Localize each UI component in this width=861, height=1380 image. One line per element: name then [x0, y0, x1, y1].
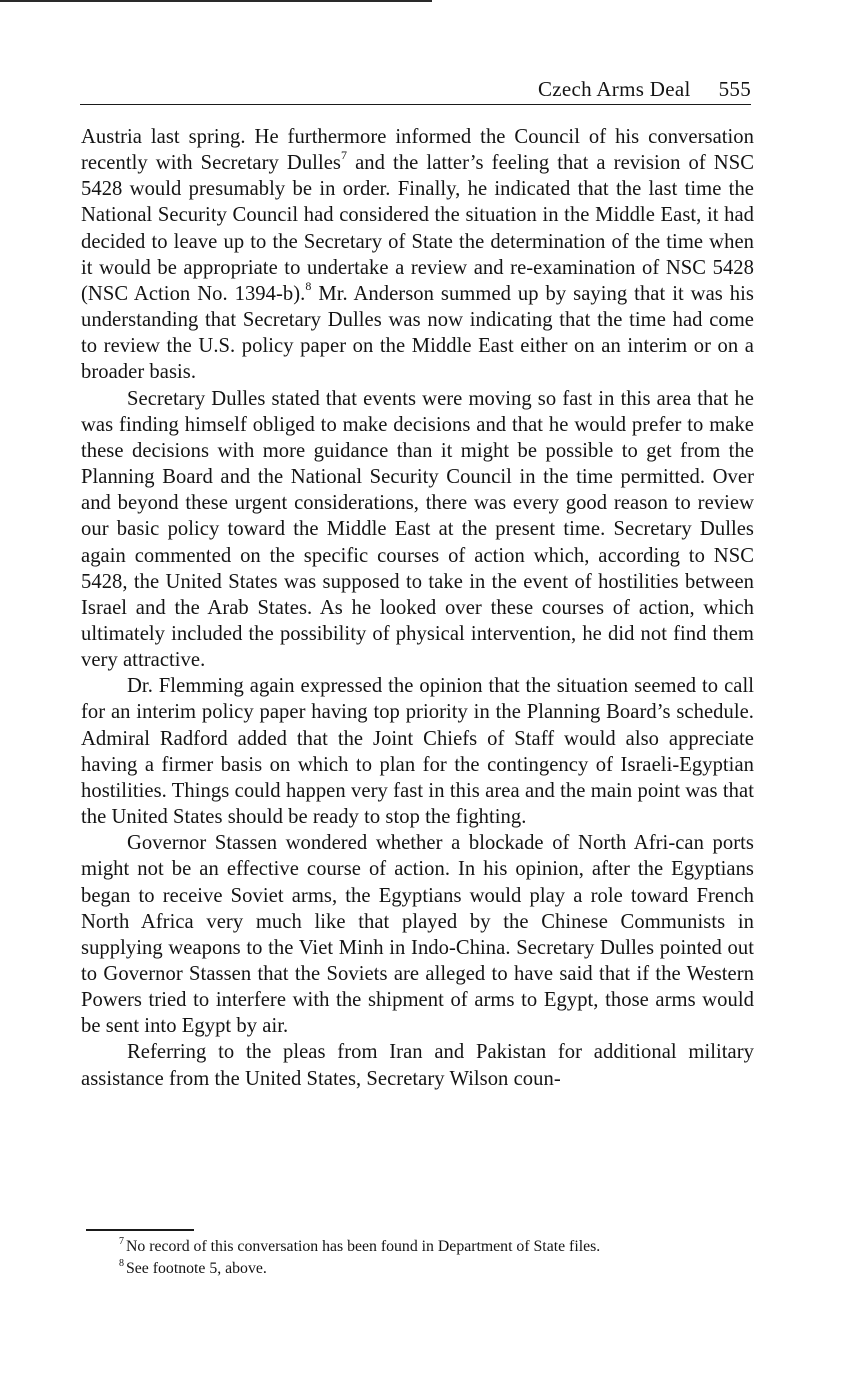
- paragraph-4: Governor Stassen wondered whether a blockade of North Afri-can ports might not be an effective course of action. In his opinion, after the Egyptians began to receive Soviet arms, the Egyptians would play a role toward French North Africa very much like that played by the Chinese Communists in supplying weapons to the Viet Minh in Indo-China. Secretary Dulles pointed out to Governor Stassen that the Soviets are alleged to have said that if the Western Powers tried to interfere with the shipment of arms to Egypt, those arms would be sent into Egypt by air.: [81, 832, 754, 1038]
- paragraph-3: Dr. Flemming again expressed the opinion that the situation seemed to call for an interim policy paper having top priority in the Planning Board’s schedule. Admiral Radford added that the Joint Chiefs of Staff would also appreciate having a firmer basis on which to plan for the contingency of Israeli-Egyptian hostilities. Things could happen very fast in this area and the main point was that the United States should be ready to stop the fighting.: [81, 675, 754, 829]
- footnote-divider: [86, 1229, 194, 1231]
- footnotes: [119, 1236, 759, 1280]
- running-title: Czech Arms Deal: [537, 77, 691, 101]
- footnote-ref-8: 8: [305, 279, 312, 294]
- running-header: [80, 76, 751, 105]
- paragraph-5: Referring to the pleas from Iran and Pakistan for additional military assistance from the United States, Secretary Wilson coun-: [81, 1041, 754, 1090]
- body-text: [81, 124, 754, 1092]
- footnote-ref-7: 7: [340, 148, 348, 163]
- page-top-edge: [0, 0, 432, 2]
- paragraph-2: Secretary Dulles stated that events were moving so fast in this area that he was finding himself obliged to make decisions and that he would prefer to make these decisions with more guidance than it might be possible to get from the Planning Board and the National Security Council in the time permitted. Over and beyond these urgent considerations, there was every good reason to review our basic policy toward the Middle East at the present time. Secretary Dulles again commented on the specific courses of action which, according to NSC 5428, the United States was supposed to take in the event of hostilities between Israel and the Arab States. As he looked over these courses of action, which ultimately included the possibility of physical intervention, he did not find them very attractive.: [81, 387, 754, 672]
- page-number: 555: [718, 77, 751, 101]
- paragraph-1: Austria last spring. He furthermore informed the Council of his conversation recently with Secretary Dulles$^7$ and the latter’s feeling that a revision of NSC 5428 would presumably be in order. Finally, he indicated that the last time the National Security Council had considered the situation in the Middle East, it had decided to leave up to the Secretary of State the determination of the time when it would be appropriate to undertake a review and re-examination of NSC 5428 (NSC Action No. 1394-b).$^8$ Mr. Anderson summed up by saying that it was his understanding that Secretary Dulles was now indicating that the time had come to review the U.S. policy paper on the Middle East either on an interim or on a broader basis.: [81, 126, 754, 384]
- footnote-8: $^8$ See footnote 5, above.: [119, 1257, 267, 1277]
- footnote-7: $^7$ No record of this conversation has been found in Department of State files.: [119, 1235, 601, 1255]
